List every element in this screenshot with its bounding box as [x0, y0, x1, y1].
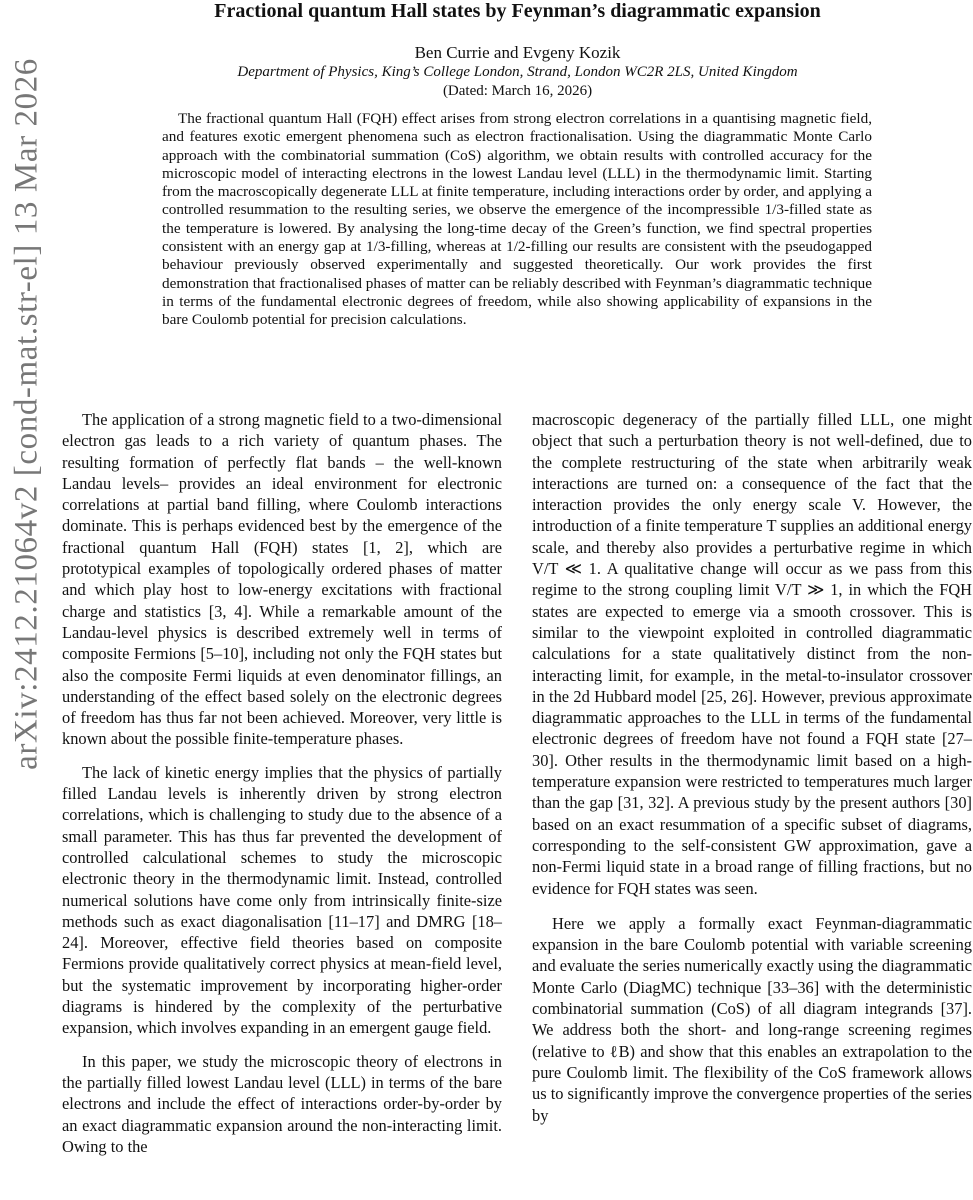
paper-date: (Dated: March 16, 2026): [442, 83, 593, 99]
body-paragraph: The application of a strong magnetic field to a two-dimensional electron gas leads to a rich variety of quantum phases. The resulting formation of perfectly flat bands – the well-known Landau levels– provides an ideal environment for electronic correlations at partial band filling, where Coulomb interactions dominate. This is perhaps evidenced best by the emergence of the fractional quantum Hall (FQH) states [1, 2], which are prototypical examples of topologically ordered phases of matter and which play host to low-energy excitations with fractional charge and statistics [3, 4]. While a remarkable amount of the Landau-level physics is described extremely well in terms of composite Fermions [5–10], including not only the FQH states but also the composite Fermi liquids at even denominator fillings, an understanding of the effect based solely on the electronic degrees of freedom has thus far not been achieved. Moreover, very little is known about the possible finite-temperature phases.: [62, 410, 502, 749]
left-column: [62, 409, 502, 1169]
body-paragraph: The lack of kinetic energy implies that the physics of partially filled Landau levels is inherently driven by strong electron correlations, which is challenging to study due to the absence of a small parameter. This has thus far prevented the development of controlled calculational schemes to study the microscopic electronic theory in the thermodynamic limit. Instead, controlled numerical solutions have come only from intrinsically finite-size methods such as exact diagonalisation [11–17] and DMRG [18–24]. Moreover, effective field theories based on composite Fermions provide qualitatively correct physics at mean-field level, but the systematic improvement by incorporating higher-order diagrams is hindered by the complexity of the perturbative expansion, which involves expanding in an emergent gauge field.: [62, 762, 502, 1038]
body-paragraph: Here we apply a formally exact Feynman-diagrammatic expansion in the bare Coulomb potential with variable screening and evaluate the series numerically exactly using the diagrammatic Monte Carlo (DiagMC) technique [33–36] with the deterministic combinatorial summation (CoS) of all diagram integrands [37]. We address both the short- and long-range screening regimes (relative to ℓB) and show that this enables an extrapolation to the pure Coulomb limit. The flexibility of the CoS framework allows us to significantly improve the convergence properties of the series by: [532, 913, 972, 1125]
abstract: The fractional quantum Hall (FQH) effect arises from strong electron correlations in a quantising magnetic field, and features exotic emergent phenomena such as electron fractionalisation. Using the diagrammatic Monte Carlo approach with the combinatorial summation (CoS) algorithm, we obtain results with controlled accuracy for the microscopic model of interacting electrons in the lowest Landau level (LLL) in the thermodynamic limit. Starting from the macroscopically degenerate LLL at finite temperature, including interactions order by order, and applying a controlled resummation to the resulting series, we observe the emergence of the incompressible 1/3-filled state as the temperature is lowered. By analysing the long-time decay of the Green’s function, we find spectral properties consistent with an energy gap at 1/3-filling, whereas at 1/2-filling our results are consistent with the pseudogapped behaviour previously observed experimentally and suggested theoretically. Our work provides the first demonstration that fractionalised phases of matter can be reliably described with Feynman’s diagrammatic technique in terms of the fundamental electronic degrees of freedom, while also showing applicability of expansions in the bare Coulomb potential for precision calculations.: [162, 110, 872, 329]
arxiv-side-identifier: [0, 0, 56, 1200]
arxiv-identifier-text: arXiv:2412.21064v2 [cond-mat.str-el] 13 Mar 2026: [8, 58, 45, 770]
body-paragraph: In this paper, we study the microscopic theory of electrons in the partially filled lowest Landau level (LLL) in terms of the bare electrons and include the effect of interactions order-by-order by an exact diagrammatic expansion around the non-interacting limit. Owing to the: [62, 1051, 502, 1156]
body-paragraph: macroscopic degeneracy of the partially filled LLL, one might object that such a perturbation theory is not well-defined, due to the complete restructuring of the state when arbitrarily weak interactions are turned on: a consequence of the fact that the interaction provides the only energy scale V. However, the introduction of a finite temperature T supplies an additional energy scale, and thereby also provides a perturbative regime in which V/T ≪ 1. A qualitative change will occur as we pass from this regime to the strong coupling limit V/T ≫ 1, in which the FQH states are expected to emerge via a smooth crossover. This is similar to the viewpoint exploited in controlled diagrammatic calculations for a state qualitatively distinct from the non-interacting limit, for example, in the metal-to-insulator crossover in the 2d Hubbard model [25, 26]. However, previous approximate diagrammatic approaches to the LLL in terms of the fundamental electronic degrees of freedom have not found a FQH state [27–30]. Other results in the thermodynamic limit based on a high-temperature expansion were restricted to temperatures much larger than the gap [31, 32]. A previous study by the present authors [30] based on an exact resummation of a specific subset of diagrams, corresponding to the self-consistent GW approximation, gave a non-Fermi liquid state in a broad range of filling fractions, but no evidence for FQH states was seen.: [532, 410, 972, 898]
paper-title: Fractional quantum Hall states by Feynman’s diagrammatic expansion: [214, 0, 821, 22]
right-column: [532, 409, 972, 1138]
author-affiliation: Department of Physics, King’s College London, Strand, London WC2R 2LS, United Kingdom: [237, 64, 798, 80]
paper-authors: Ben Currie and Evgeny Kozik: [414, 43, 621, 62]
